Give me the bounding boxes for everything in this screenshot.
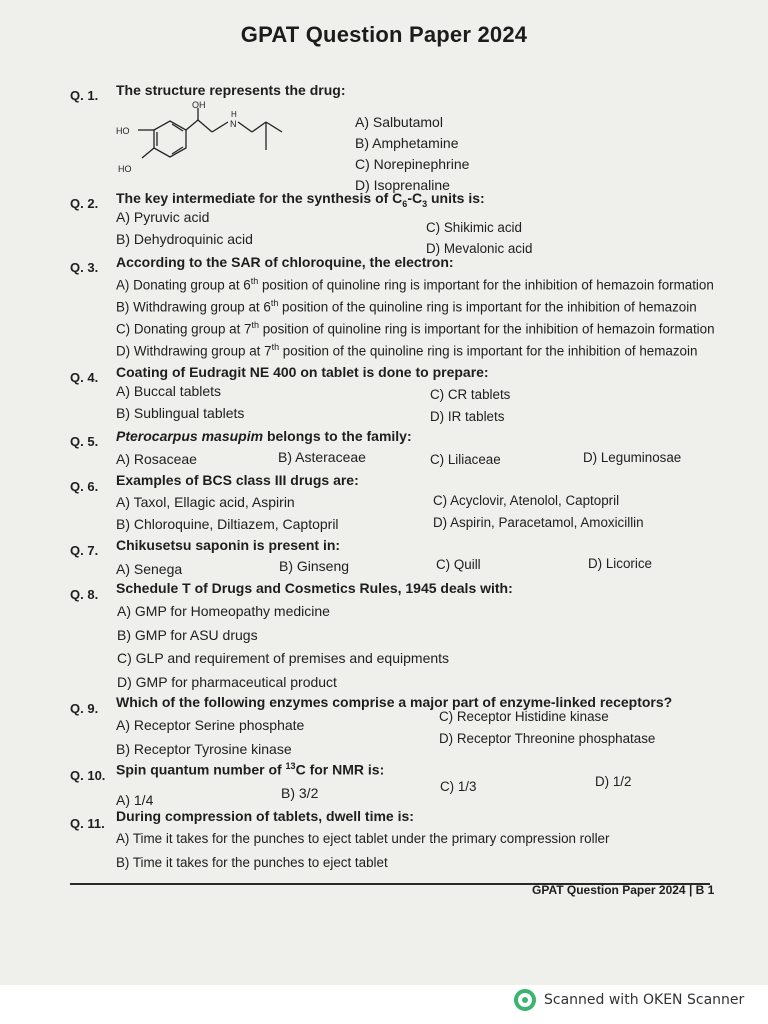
option: B) Time it takes for the punches to eject tablet (116, 855, 388, 870)
question-number: Q. 10. (70, 768, 106, 783)
page-title: GPAT Question Paper 2024 (240, 22, 528, 47)
question-text: Which of the following enzymes comprise a major part of enzyme-linked receptors? (116, 694, 673, 710)
option: D) Aspirin, Paracetamol, Amoxicillin (433, 515, 644, 530)
nh-label: N (230, 119, 237, 129)
question-text: Pterocarpus masupim belongs to the family: (116, 428, 412, 444)
question-number: Q. 4. (70, 370, 99, 385)
option: D) Withdrawing group at 7th position of the quinoline ring is important for the inhibition of hemazoin (116, 342, 698, 359)
option: D) Mevalonic acid (426, 241, 533, 256)
option: B) Receptor Tyrosine kinase (116, 741, 292, 757)
option: B) 3/2 (281, 785, 319, 801)
question-text: Chikusetsu saponin is present in: (116, 537, 341, 553)
option: B) Amphetamine (355, 135, 459, 151)
option: B) Dehydroquinic acid (116, 231, 253, 247)
option: A) Rosaceae (116, 451, 197, 467)
option: D) 1/2 (595, 774, 632, 789)
question-number: Q. 5. (70, 434, 99, 449)
chemical-structure (112, 100, 302, 180)
option: A) Time it takes for the punches to eject tablet under the primary compression roller (116, 831, 610, 846)
option: B) Sublingual tablets (116, 405, 245, 421)
h-label: H (231, 110, 237, 119)
option: C) Donating group at 7th position of quinoline ring is important for the inhibition of hemazoin formation (116, 320, 715, 337)
option: A) Pyruvic acid (116, 209, 210, 225)
option: A) GMP for Homeopathy medicine (117, 603, 330, 619)
question-number: Q. 2. (70, 196, 99, 211)
question-text: Schedule T of Drugs and Cosmetics Rules, 1945 deals with: (116, 580, 513, 596)
question-number: Q. 9. (70, 701, 99, 716)
scanner-logo-icon (514, 989, 536, 1011)
question-number: Q. 8. (70, 587, 99, 602)
option: A) 1/4 (116, 792, 154, 808)
option: B) Chloroquine, Diltiazem, Captopril (116, 516, 339, 532)
option: C) 1/3 (440, 779, 477, 794)
option: D) Licorice (588, 556, 652, 571)
question-text: According to the SAR of chloroquine, the electron: (116, 254, 454, 270)
question-number: Q. 7. (70, 543, 99, 558)
option: A) Donating group at 6th position of quinoline ring is important for the inhibition of hemazoin formation (116, 276, 714, 293)
option: B) Withdrawing group at 6th position of the quinoline ring is important for the inhibition of hemazoin (116, 298, 697, 315)
option: C) CR tablets (430, 387, 511, 402)
option: C) Acyclovir, Atenolol, Captopril (433, 493, 620, 508)
page-footer: GPAT Question Paper 2024 | B 1 (532, 883, 715, 897)
option: D) Isoprenaline (355, 177, 450, 193)
option: A) Senega (116, 561, 183, 577)
option: B) Asteraceae (278, 449, 366, 465)
option: D) IR tablets (430, 409, 505, 424)
ho-label: HO (116, 126, 130, 136)
question-text: Coating of Eudragit NE 400 on tablet is done to prepare: (116, 364, 489, 380)
option: C) Shikimic acid (426, 220, 522, 235)
option: A) Taxol, Ellagic acid, Aspirin (116, 494, 295, 510)
question-text: The structure represents the drug: (116, 82, 346, 98)
question-number: Q. 11. (70, 816, 105, 831)
option: B) Ginseng (279, 558, 350, 574)
question-number: Q. 1. (70, 88, 99, 103)
question-text: The key intermediate for the synthesis of $C_6-C_3$ units is: (116, 190, 485, 209)
option: B) GMP for ASU drugs (117, 627, 258, 643)
option: C) Quill (436, 557, 481, 572)
ho-label: HO (118, 164, 132, 174)
option: C) Receptor Histidine kinase (439, 709, 609, 724)
scanner-text: Scanned with OKEN Scanner (544, 992, 745, 1008)
question-number: Q. 3. (70, 260, 99, 275)
option: D) GMP for pharmaceutical product (117, 674, 337, 690)
option: A) Receptor Serine phosphate (116, 717, 305, 733)
option: C) GLP and requirement of premises and equipments (117, 650, 450, 666)
scanner-badge (514, 989, 744, 1011)
option: A) Salbutamol (355, 114, 443, 130)
oh-label: OH (192, 100, 206, 110)
question-text: Spin quantum number of $^{13}$C for NMR is: (116, 761, 385, 778)
question-text: Examples of BCS class III drugs are: (116, 472, 359, 488)
option: C) Liliaceae (430, 452, 501, 467)
option: D) Receptor Threonine phosphatase (439, 731, 656, 746)
option: A) Buccal tablets (116, 383, 222, 399)
option: D) Leguminosae (583, 450, 682, 465)
option: C) Norepinephrine (355, 156, 470, 172)
question-text: During compression of tablets, dwell time is: (116, 808, 414, 824)
question-number: Q. 6. (70, 479, 99, 494)
